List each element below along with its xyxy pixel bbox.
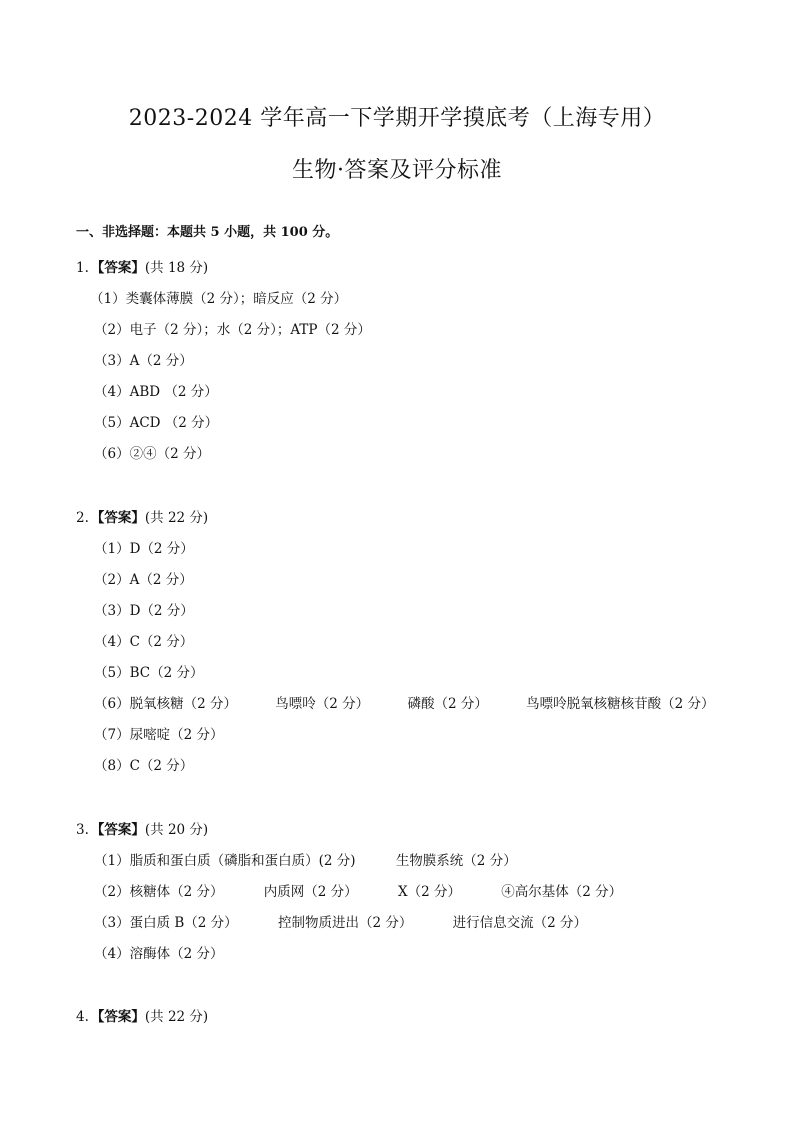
question-4-header bbox=[76, 1005, 208, 1025]
question-number: 1. bbox=[76, 260, 89, 276]
question-score: (共 22 分) bbox=[144, 510, 209, 526]
document-title: 2023-2024 学年高一下学期开学摸底考（上海专用） bbox=[128, 106, 666, 131]
question-1-header bbox=[76, 256, 208, 276]
answer-line: （5）ACD （2 分） bbox=[94, 415, 219, 431]
answer-line: （5）BC（2 分） bbox=[94, 665, 204, 681]
answer-line: （3）D（2 分） bbox=[94, 603, 194, 619]
answer-line: （8）C（2 分） bbox=[94, 758, 194, 774]
question-score: (共 22 分) bbox=[144, 1009, 209, 1025]
answer-line: （4）ABD （2 分） bbox=[94, 384, 218, 400]
answer-line: （1）脂质和蛋白质（磷脂和蛋白质）(2 分) 生物膜系统（2 分） bbox=[94, 853, 517, 869]
question-number: 3. bbox=[76, 822, 89, 838]
question-number: 4. bbox=[76, 1009, 89, 1025]
answer-tag: 【答案】 bbox=[90, 260, 145, 276]
answer-tag: 【答案】 bbox=[90, 510, 145, 526]
section-heading: 一、非选择题：本题共 5 小题，共 100 分。 bbox=[76, 225, 339, 240]
question-score: (共 20 分) bbox=[144, 822, 209, 838]
answer-line: （2）A（2 分） bbox=[94, 572, 193, 588]
answer-line: （7）尿嘧啶（2 分） bbox=[94, 727, 224, 743]
answer-line: （6）脱氧核糖（2 分） 鸟嘌呤（2 分） 磷酸（2 分） 鸟嘌呤脱氧核糖核苷酸（2 分） bbox=[94, 696, 715, 712]
question-3-header bbox=[76, 818, 208, 838]
answer-tag: 【答案】 bbox=[90, 822, 145, 838]
answer-line: （2）电子（2 分）；水（2 分）；ATP（2 分） bbox=[94, 322, 371, 338]
question-score: (共 18 分) bbox=[144, 260, 209, 276]
answer-line: （3）A（2 分） bbox=[94, 353, 193, 369]
answer-tag: 【答案】 bbox=[90, 1009, 145, 1025]
answer-line: （1）类囊体薄膜（2 分）；暗反应（2 分） bbox=[90, 291, 348, 307]
question-number: 2. bbox=[76, 510, 89, 526]
answer-line: （4）溶酶体（2 分） bbox=[94, 946, 224, 962]
question-2-header bbox=[76, 506, 208, 526]
document-subtitle: 生物·答案及评分标准 bbox=[292, 158, 502, 183]
answer-line: （6）②④（2 分） bbox=[94, 446, 210, 462]
answer-line: （4）C（2 分） bbox=[94, 634, 194, 650]
answer-line: （3）蛋白质 B（2 分） 控制物质进出（2 分） 进行信息交流（2 分） bbox=[94, 915, 588, 931]
answer-line: （2）核糖体（2 分） 内质网（2 分） X（2 分） ④高尔基体（2 分） bbox=[94, 884, 623, 900]
answer-line: （1）D（2 分） bbox=[94, 541, 194, 557]
